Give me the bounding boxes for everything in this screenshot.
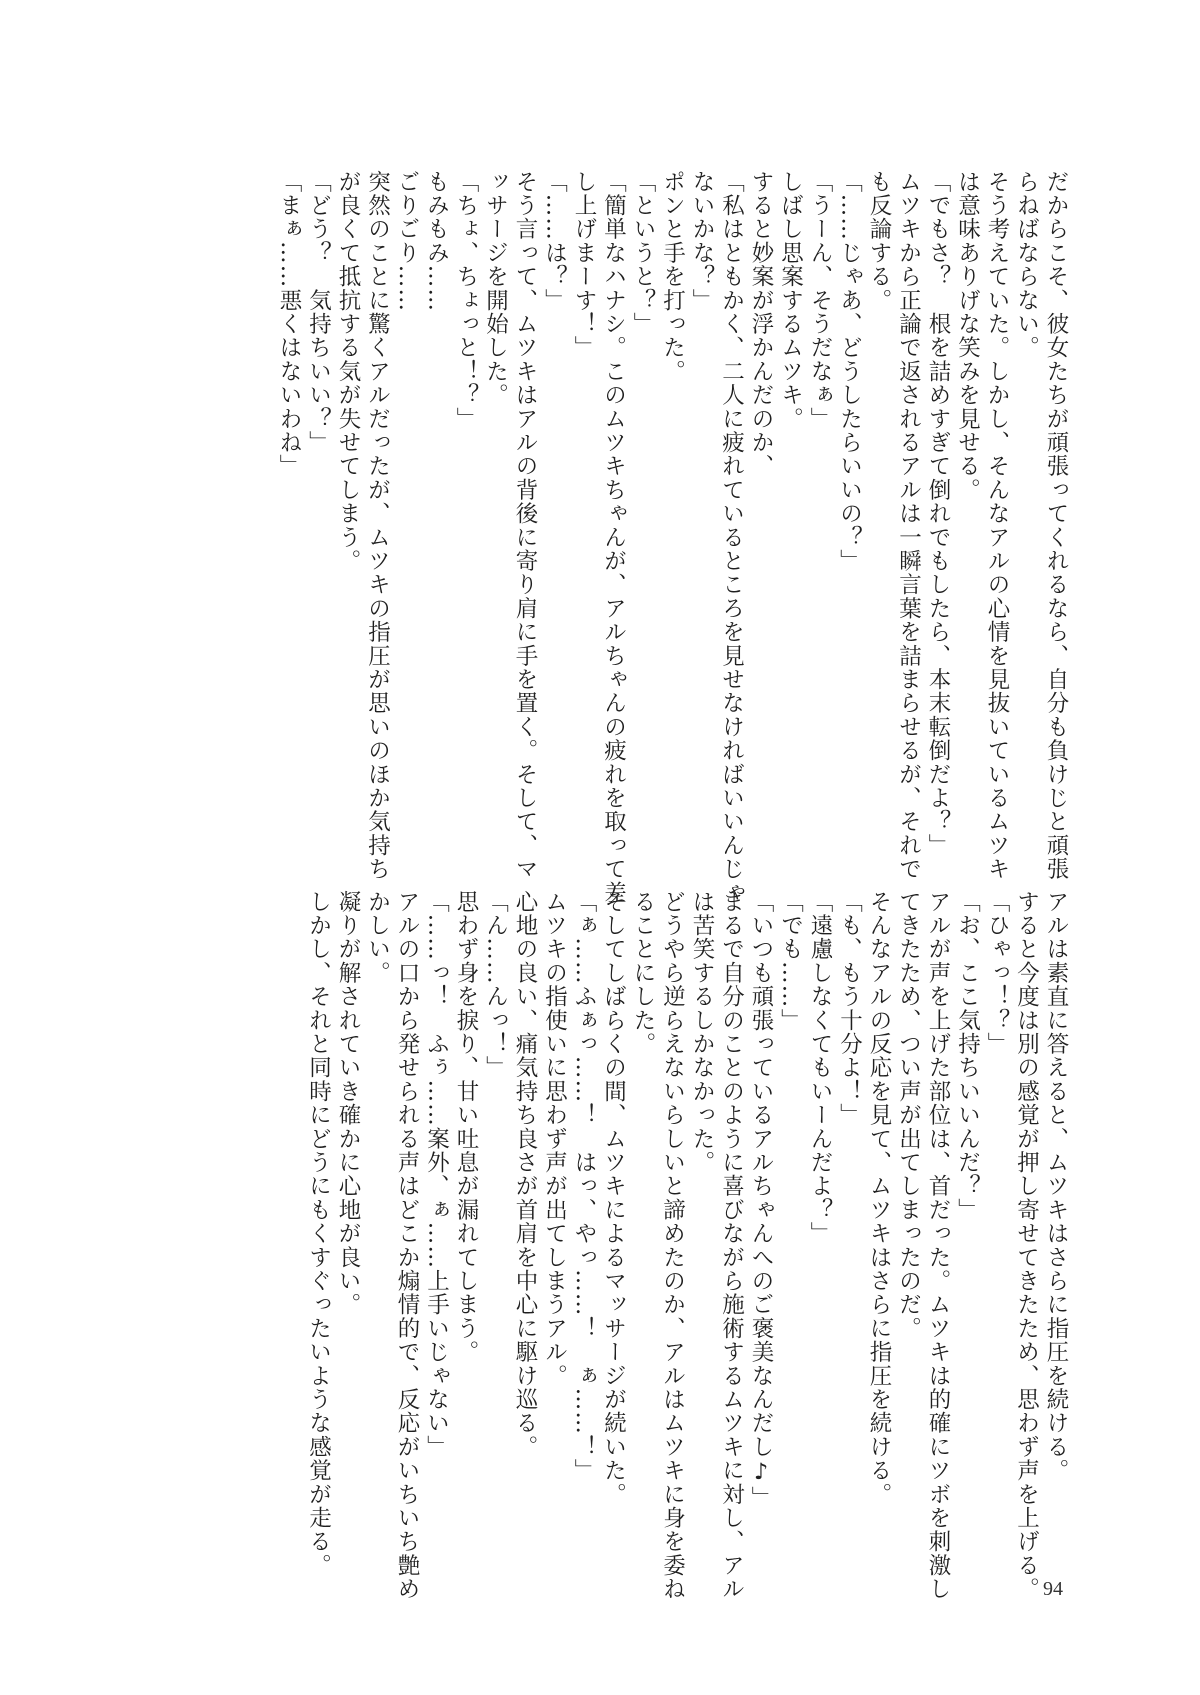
text-line: ることにした。 bbox=[630, 890, 656, 1056]
text-line: し上げまーす！」 bbox=[571, 170, 597, 360]
text-line: 「私はともかく、二人に疲れているところを見せなければいいんじゃ bbox=[718, 170, 745, 905]
text-line: そう言って、ムツキはアルの背後に寄り肩に手を置く。そして、マ bbox=[512, 170, 538, 881]
text-line: 思わず身を捩り、甘い吐息が漏れてしまう。 bbox=[453, 890, 479, 1364]
text-line: アルの口から発せられる声はどこか煽情的で、反応がいちいち艶め bbox=[394, 890, 420, 1601]
text-line: らねばならない。 bbox=[1013, 170, 1040, 360]
text-line: も反論する。 bbox=[866, 170, 892, 313]
text-line: が良くて抵抗する気が失せてしまう。 bbox=[335, 170, 361, 573]
text-line: 「ちょ、ちょっと！？」 bbox=[453, 170, 479, 431]
text-line: は意味ありげな笑みを見せる。 bbox=[954, 170, 981, 502]
text-line: 「ぁ……ふぁっ……！ はっ、やっ……！ ぁ……！」 bbox=[571, 890, 597, 1483]
text-line: 「というと？」 bbox=[630, 170, 656, 336]
text-line: すると妙案が浮かんだのか、 bbox=[748, 170, 774, 479]
text-line: 突然のことに驚くアルだったが、ムツキの指圧が思いのほか気持ち bbox=[364, 170, 391, 881]
text-line: かしい。 bbox=[364, 890, 391, 985]
text-line: 「まぁ……悪くはないわね」 bbox=[276, 170, 302, 479]
text-line: だからこそ、彼女たちが頑張ってくれるなら、自分も負けじと頑張 bbox=[1043, 170, 1069, 881]
text-line: は苦笑するしかなかった。 bbox=[689, 890, 715, 1175]
text-line: まるで自分のことのように喜びながら施術するムツキに対し、アル bbox=[718, 890, 745, 1601]
text-line: そんなアルの反応を見て、ムツキはさらに指圧を続ける。 bbox=[866, 890, 892, 1507]
text-line: ごりごり…… bbox=[394, 170, 420, 313]
text-line: 「……は？」 bbox=[541, 170, 568, 313]
text-line: 「遠慮しなくてもいーんだよ？」 bbox=[807, 890, 833, 1246]
text-line: 「でも……」 bbox=[777, 890, 804, 1033]
text-line: 「……じゃあ、どうしたらいいの？」 bbox=[836, 170, 863, 573]
text-line: ないかな？」 bbox=[689, 170, 715, 313]
text-line: しかし、それと同時にどうにもくすぐったいような感覚が走る。 bbox=[305, 890, 332, 1578]
text-line: 心地の良い、痛気持ち良さが首肩を中心に駆け巡る。 bbox=[512, 890, 538, 1459]
text-line: アルは素直に答えると、ムツキはさらに指圧を続ける。 bbox=[1043, 890, 1069, 1483]
text-line: しばし思案するムツキ。 bbox=[777, 170, 804, 431]
upper-text-block bbox=[274, 170, 1071, 905]
page-number: 94 bbox=[1043, 1578, 1063, 1600]
text-line: てきたため、つい声が出てしまったのだ。 bbox=[895, 890, 922, 1341]
text-line: そしてしばらくの間、ムツキによるマッサージが続いた。 bbox=[600, 890, 627, 1507]
text-line: ムツキの指使いに思わず声が出てしまうアル。 bbox=[541, 890, 568, 1388]
text-line: もみもみ…… bbox=[423, 170, 450, 313]
text-line: 「うーん、そうだなぁ」 bbox=[807, 170, 833, 431]
text-line: 「……っ！ ふぅ……案外、ぁ……上手いじゃない」 bbox=[423, 890, 450, 1459]
text-line: 「いつも頑張っているアルちゃんへのご褒美なんだし♪」 bbox=[748, 890, 774, 1510]
text-line: アルが声を上げた部位は、首だった。ムツキは的確にツボを刺激し bbox=[925, 890, 951, 1601]
text-line: 「でもさ？ 根を詰めすぎて倒れでもしたら、本末転倒だよ？」 bbox=[925, 170, 951, 858]
text-line: 「お、ここ気持ちいいんだ？」 bbox=[954, 890, 981, 1222]
text-line: 「ん……んっ！」 bbox=[482, 890, 509, 1080]
text-line: ムツキから正論で返されるアルは一瞬言葉を詰まらせるが、それで bbox=[895, 170, 922, 881]
text-line: 「簡単なハナシ。このムツキちゃんが、アルちゃんの疲れを取って差 bbox=[600, 170, 627, 905]
text-line: ッサージを開始した。 bbox=[482, 170, 509, 407]
text-line: 「も、もう十分よ！」 bbox=[836, 890, 863, 1127]
text-line: 「どう？ 気持ちいい？」 bbox=[305, 170, 332, 455]
text-line: どうやら逆らえないらしいと諦めたのか、アルはムツキに身を委ね bbox=[659, 890, 686, 1601]
text-line: ポンと手を打った。 bbox=[659, 170, 686, 384]
text-line: すると今度は別の感覚が押し寄せてきたため、思わず声を上げる。 bbox=[1013, 890, 1040, 1601]
text-line: 「ひゃっ！？」 bbox=[984, 890, 1010, 1056]
text-line: 凝りが解されていき確かに心地が良い。 bbox=[335, 890, 361, 1317]
text-line: そう考えていた。しかし、そんなアルの心情を見抜いているムツキ bbox=[984, 170, 1010, 881]
